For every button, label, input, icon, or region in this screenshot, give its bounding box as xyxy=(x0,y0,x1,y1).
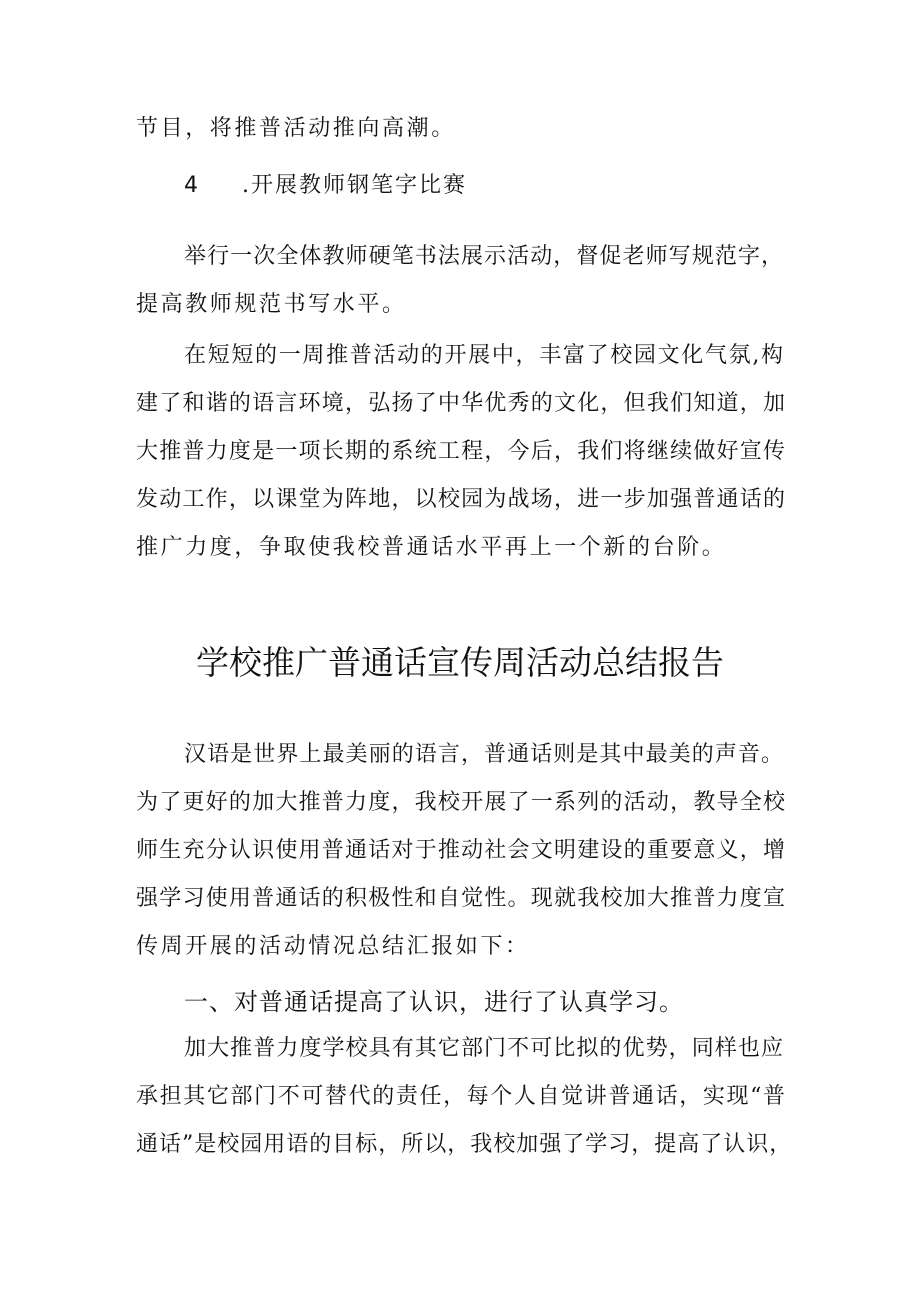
paragraph-line: 举行一次全体教师硬笔书法展示活动，督促老师写规范字， xyxy=(184,244,784,269)
paragraph-line: 大推普力度是一项长期的系统工程，今后，我们将继续做好宣传 xyxy=(136,439,786,464)
paragraph-line: 加大推普力度学校具有其它部门不可比拟的优势，同样也应 xyxy=(184,1036,784,1061)
paragraph-line: 传周开展的活动情况总结汇报如下： xyxy=(136,934,530,959)
paragraph-line: 师生充分认识使用普通话对于推动社会文明建设的重要意义，增 xyxy=(136,838,786,863)
list-item-number: 4 xyxy=(184,173,198,198)
paragraph-line: 推广力度，争取使我校普通话水平再上一个新的台阶。 xyxy=(136,535,727,560)
paragraph-line: 为了更好的加大推普力度，我校开展了一系列的活动，教导全校 xyxy=(136,790,786,815)
paragraph-line: 在短短的一周推普活动的开展中，丰富了校园文化气氛,构 xyxy=(184,343,784,368)
paragraph-line: 强学习使用普通话的积极性和自觉性。现就我校加大推普力度宣 xyxy=(136,886,786,911)
list-item-heading: .开展教师钢笔字比赛 xyxy=(242,173,467,198)
paragraph-line: 发动工作，以课堂为阵地，以校园为战场，进一步加强普通话的 xyxy=(136,487,786,512)
paragraph-line: 建了和谐的语言环境，弘扬了中华优秀的文化，但我们知道，加 xyxy=(136,391,786,416)
text-line: 节目，将推普活动推向高潮。 xyxy=(136,116,456,141)
paragraph-line: 承担其它部门不可替代的责任，每个人自觉讲普通话，实现“普 xyxy=(136,1084,786,1109)
paragraph-line: 通话”是校园用语的目标，所以，我校加强了学习，提高了认识， xyxy=(136,1132,793,1157)
document-title: 学校推广普通话宣传周活动总结报告 xyxy=(196,643,724,682)
paragraph-line: 提高教师规范书写水平。 xyxy=(136,292,407,317)
paragraph-line: 汉语是世界上最美丽的语言，普通话则是其中最美的声音。 xyxy=(184,742,784,767)
section-heading: 一、对普通话提高了认识，进行了认真学习。 xyxy=(184,988,684,1016)
